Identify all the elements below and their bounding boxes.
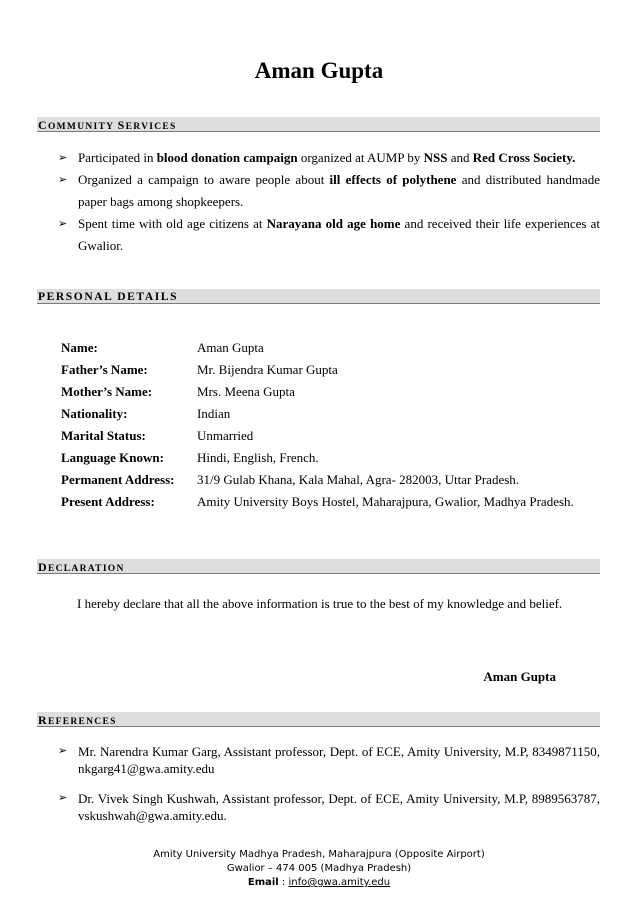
detail-row: Permanent Address: 31/9 Gulab Khana, Kala Mahal, Agra- 282003, Uttar Pradesh. bbox=[61, 472, 520, 487]
footer-address-line: Amity University Madhya Pradesh, Maharajpura (Opposite Airport) bbox=[153, 849, 485, 860]
arrow-bullet-icon: ➢ bbox=[58, 218, 68, 230]
references-list bbox=[58, 743, 600, 837]
list-item: ➢ Participated in blood donation campaign organized at AUMP by NSS and Red Cross Society. bbox=[58, 147, 600, 169]
signature-name: Aman Gupta bbox=[483, 669, 556, 684]
detail-row: Present Address: Amity University Boys Hostel, Maharajpura, Gwalior, Madhya Pradesh. bbox=[61, 494, 574, 509]
arrow-bullet-icon: ➢ bbox=[58, 745, 68, 757]
detail-row: Father’s Name: Mr. Bijendra Kumar Gupta bbox=[61, 362, 338, 377]
community-services-list bbox=[58, 147, 600, 257]
detail-row: Nationality: Indian bbox=[61, 406, 231, 421]
detail-row: Mother’s Name: Mrs. Meena Gupta bbox=[61, 384, 295, 399]
declaration-text: I hereby declare that all the above information is true to the best of my knowledge and belief. bbox=[77, 596, 563, 611]
list-item: ➢ Dr. Vivek Singh Kushwah, Assistant professor, Dept. of ECE, Amity University, M.P, 8989563787, vskushwah@gwa.amity.edu. bbox=[58, 791, 600, 823]
list-item: ➢ Organized a campaign to aware people about ill effects of polythene and distributed handmade paper bags among shopkeepers. bbox=[58, 169, 600, 213]
arrow-bullet-icon: ➢ bbox=[58, 792, 68, 804]
detail-row: Name: Aman Gupta bbox=[61, 340, 264, 355]
detail-row: Marital Status: Unmarried bbox=[61, 428, 254, 443]
section-heading-community-services: COMMUNITY SERVICES bbox=[37, 117, 600, 132]
footer-email-line: Email : info@gwa.amity.edu bbox=[247, 877, 391, 888]
arrow-bullet-icon: ➢ bbox=[58, 152, 68, 164]
section-heading-declaration: DECLARATION bbox=[37, 559, 600, 574]
email-link[interactable]: info@gwa.amity.edu bbox=[288, 877, 391, 888]
section-heading-personal-details: PERSONAL DETAILS bbox=[37, 289, 600, 304]
list-item: ➢ Spent time with old age citizens at Narayana old age home and received their life experiences at Gwalior. bbox=[58, 213, 600, 257]
resume-name: Aman Gupta bbox=[254, 58, 384, 83]
personal-details-table bbox=[61, 337, 574, 513]
section-heading-references: REFERENCES bbox=[37, 712, 600, 727]
footer-city-line: Gwalior – 474 005 (Madhya Pradesh) bbox=[226, 863, 412, 874]
page-footer bbox=[0, 848, 638, 890]
list-item: ➢ Mr. Narendra Kumar Garg, Assistant professor, Dept. of ECE, Amity University, M.P, 8349871150, nkgarg41@gwa.amity.edu bbox=[58, 744, 600, 776]
arrow-bullet-icon: ➢ bbox=[58, 174, 68, 186]
detail-row: Language Known: Hindi, English, French. bbox=[61, 450, 319, 465]
